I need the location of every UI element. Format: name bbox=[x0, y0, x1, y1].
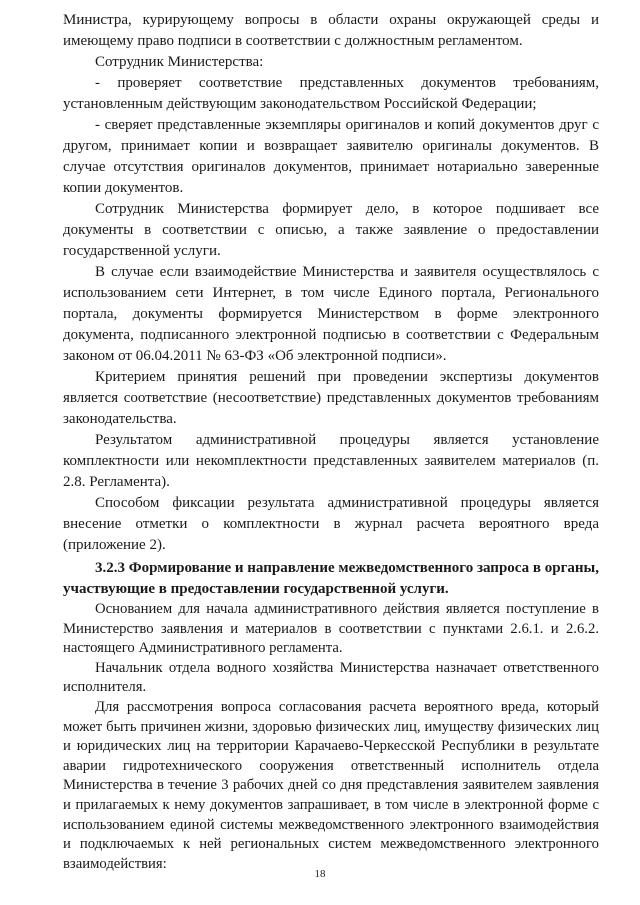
paragraph-employee-intro: Сотрудник Министерства: bbox=[95, 54, 264, 70]
paragraph-procedure-result: Результатом административной процедуры является установление комплектности или некомплектности представленных заявителем материалов (п. 2.8. Регламента). bbox=[63, 432, 599, 490]
paragraph-continuation: Министра, курирующему вопросы в области охраны окружающей среды и имеющему право подписи в соответствии с должностным регламентом. bbox=[63, 12, 599, 49]
paragraph-verifies-copies: - сверяет представленные экземпляры оригиналов и копий документов друг с другом, принимает копии и возвращает заявителю оригиналы документов. В случае отсутствия оригиналов документов, принимает нотариально заверенные копии документов. bbox=[63, 117, 599, 196]
page-number: 18 bbox=[314, 868, 326, 880]
paragraph-result-fixation: Способом фиксации результата административной процедуры является внесение отметки о комплектности в журнал расчета вероятного вреда (приложение 2). bbox=[63, 495, 599, 553]
paragraph-forms-case: Сотрудник Министерства формирует дело, в которое подшивает все документы в соответствии с описью, а также заявление о предоставлении государственной услуги. bbox=[63, 201, 599, 259]
paragraph-checks-compliance: - проверяет соответствие представленных документов требованиям, установленным действующим законодательством Российской Федерации; bbox=[63, 75, 599, 112]
paragraph-action-basis: Основанием для начала административного действия является поступление в Министерство заявления и материалов в соответствии с пунктами 2.6.1. и 2.6.2. настоящего Административного регламента. bbox=[63, 601, 599, 657]
section-heading-3-2-3: 3.2.3 Формирование и направление межведомственного запроса в органы, участвующие в предоставлении государственной услуги. bbox=[63, 560, 599, 597]
paragraph-decision-criterion: Критерием принятия решений при проведении экспертизы документов является соответствие (несоответствие) представленных документов требованиям законодательства. bbox=[63, 369, 599, 427]
paragraph-interagency-request: Для рассмотрения вопроса согласования расчета вероятного вреда, который может быть причинен жизни, здоровью физических лиц, имуществу физических лиц и юридических лиц на территории Карачаево-Черкесской Республики в результате аварии гидротехнического сооружения ответственный исполнитель отдела Министерства в течение 3 рабочих дней со дня представления заявителем заявления и прилагаемых к нему документов запрашивает, в том числе в электронной форме с использованием единой системы межведомственного электронного взаимодействия и подключаемых к ней региональных систем межведомственного электронного взаимодействия: bbox=[63, 698, 599, 872]
paragraph-internet-interaction: В случае если взаимодействие Министерства и заявителя осуществлялось с использованием сети Интернет, в том числе Единого портала, Регионального портала, документы формируется Министерством в форме электронного документа, подписанного электронной подписью в соответствии с Федеральным законом от 06.04.2011 № 63-ФЗ «Об электронной подписи». bbox=[63, 264, 599, 364]
document-body bbox=[63, 10, 599, 874]
paragraph-assign-executor: Начальник отдела водного хозяйства Министерства назначает ответственного исполнителя. bbox=[63, 659, 599, 696]
